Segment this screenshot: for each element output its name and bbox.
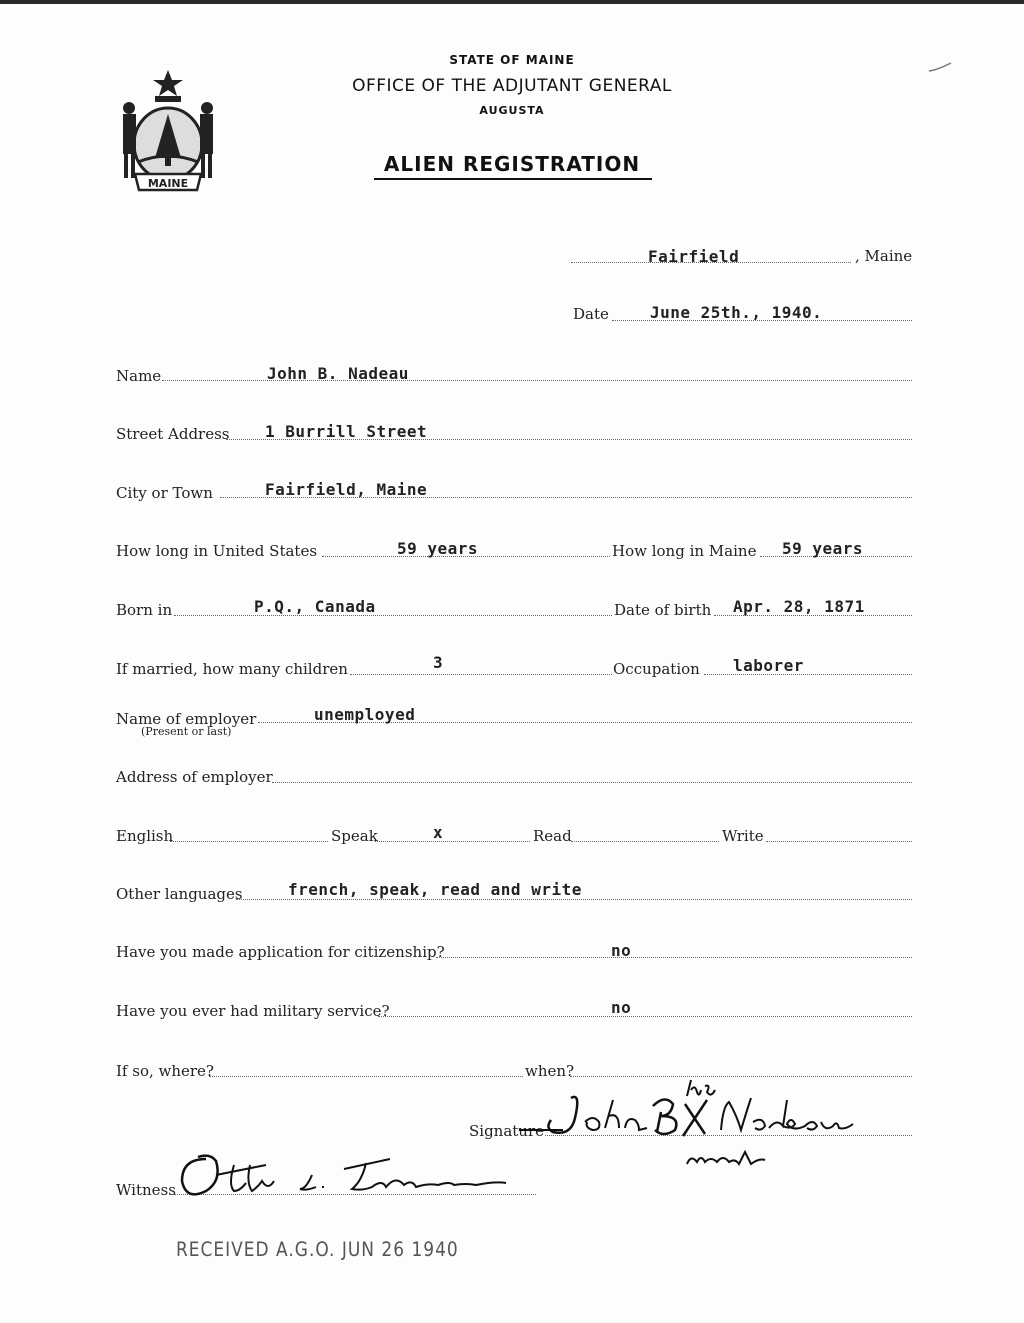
employer-value: unemployed [314,705,416,724]
name-label: Name [116,367,162,385]
city-label: City or Town [116,484,213,502]
page-title: ALIEN REGISTRATION [383,152,641,176]
header-city: AUGUSTA [479,104,545,117]
write-label: Write [722,827,764,845]
city-value: Fairfield, Maine [265,480,428,499]
write-line [766,841,912,842]
name-value: John B. Nadeau [267,364,409,383]
born-value: P.Q., Canada [254,597,376,616]
speak-line [375,841,530,842]
employer-label: Name of employer [116,710,257,728]
date-label: Date [573,305,609,323]
maine-label: How long in Maine [612,542,757,560]
read-line [571,841,719,842]
military-label: Have you ever had military service? [116,1002,390,1020]
header-office: OFFICE OF THE ADJUTANT GENERAL [352,76,672,96]
other-languages-line [236,899,912,900]
town-suffix: , Maine [855,247,913,265]
us-value: 59 years [397,539,479,558]
received-stamp: RECEIVED A.G.O. JUN 26 1940 [176,1238,459,1262]
street-label: Street Address [116,425,230,443]
where-line [209,1076,523,1077]
military-value: no [611,998,632,1017]
svg-text:MAINE: MAINE [147,177,189,190]
where-label: If so, where? [116,1062,214,1080]
occupation-value: laborer [733,656,804,675]
other-languages-label: Other languages [116,885,243,903]
witness-signature [176,1145,536,1205]
other-languages-value: french, speak, read and write [288,880,582,899]
read-label: Read [533,827,572,845]
maine-value: 59 years [782,539,864,558]
employer-address-label: Address of employer [116,768,273,786]
military-line [378,1016,912,1017]
citizenship-value: no [611,941,632,960]
speak-label: Speak [331,827,378,845]
citizenship-line [436,957,912,958]
speak-value: x [433,823,444,842]
witness-label: Witness [116,1181,176,1199]
us-label: How long in United States [116,542,318,560]
scan-edge [0,0,1024,4]
born-line [174,615,612,616]
dob-label: Date of birth [614,601,712,619]
occupation-label: Occupation [613,660,700,678]
town-value: Fairfield [648,247,740,266]
born-label: Born in [116,601,173,619]
employer-address-line [272,782,912,783]
street-value: 1 Burrill Street [265,422,428,441]
signature-label: Signature [469,1122,545,1140]
signature-mark [515,1072,875,1172]
english-line [170,841,328,842]
dob-value: Apr. 28, 1871 [733,597,865,616]
children-value: 3 [433,653,444,672]
children-line [350,674,612,675]
check-mark [927,60,953,74]
children-label: If married, how many children [116,660,348,678]
employer-sublabel: (Present or last) [141,725,232,738]
title-underline [374,178,652,180]
when-label: when? [525,1062,575,1080]
english-label: English [116,827,174,845]
header-state: STATE OF MAINE [449,53,575,67]
citizenship-label: Have you made application for citizenship? [116,943,445,961]
date-value: June 25th., 1940. [650,303,823,322]
